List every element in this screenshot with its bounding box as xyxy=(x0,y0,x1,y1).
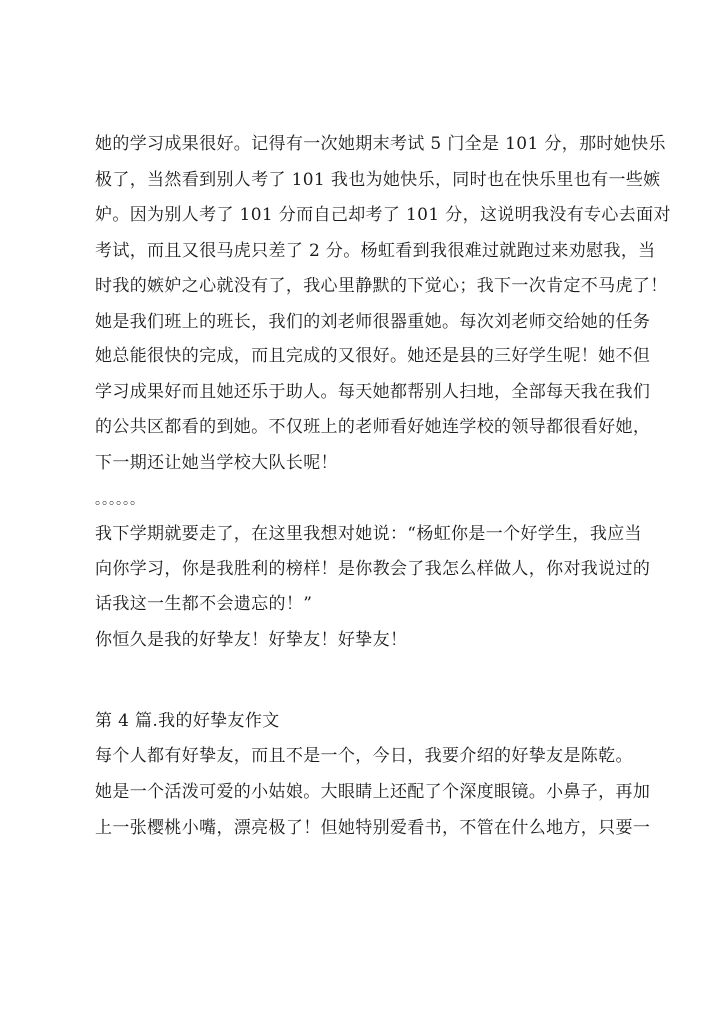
paragraph-line: 向你学习，你是我胜利的榜样！是你教会了我怎么样做人，你对我说过的 xyxy=(95,559,651,579)
paragraph-line: 的公共区都看的到她。不仅班上的老师看好她连学校的领导都很看好她， xyxy=(95,417,651,437)
section-heading: 第 4 篇.我的好挚友作文 xyxy=(95,711,280,731)
paragraph-line: 她是我们班上的班长，我们的刘老师很器重她。每次刘老师交给她的任务 xyxy=(95,312,651,332)
paragraph-line: 下一期还让她当学校大队长呢！ xyxy=(95,453,338,473)
paragraph-line: 每个人都有好挚友，而且不是一个，今日，我要介绍的好挚友是陈乾。 xyxy=(95,746,633,766)
paragraph-line: 她的学习成果很好。记得有一次她期末考试 5 门全是 101 分，那时她快乐 xyxy=(95,134,666,154)
paragraph-line: 考试，而且又很马虎只差了 2 分。杨虹看到我很难过就跑过来劝慰我，当 xyxy=(95,241,656,261)
ellipsis-line: 。。。。。。 xyxy=(95,492,144,508)
paragraph-line: 学习成果好而且她还乐于助人。每天她都帮别人扫地，全部每天我在我们 xyxy=(95,382,651,402)
paragraph-line: 极了，当然看到别人考了 101 我也为她快乐，同时也在快乐里也有一些嫉 xyxy=(95,170,661,190)
paragraph-line: 她总能很快的完成，而且完成的又很好。她还是县的三好学生呢！她不但 xyxy=(95,346,651,366)
paragraph-line: 时我的嫉妒之心就没有了，我心里静默的下觉心；我下一次肯定不马虎了！ xyxy=(95,276,668,296)
paragraph-line: 话我这一生都不会遗忘的！” xyxy=(95,594,313,614)
paragraph-line: 你恒久是我的好挚友！好挚友！好挚友！ xyxy=(95,630,408,650)
paragraph-line: 上一张樱桃小嘴，漂亮极了！但她特别爱看书，不管在什么地方，只要一 xyxy=(95,818,651,838)
paragraph-line: 妒。因为别人考了 101 分而自己却考了 101 分，这说明我没有专心去面对 xyxy=(95,205,671,225)
paragraph-line: 我下学期就要走了，在这里我想对她说：“杨虹你是一个好学生，我应当 xyxy=(95,524,642,544)
paragraph-line: 她是一个活泼可爱的小姑娘。大眼睛上还配了个深度眼镜。小鼻子，再加 xyxy=(95,782,651,802)
